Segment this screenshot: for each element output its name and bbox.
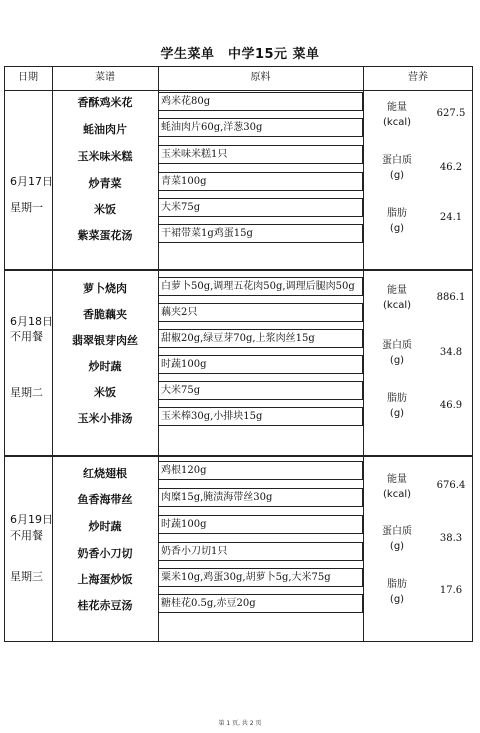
energy-value: 676.4 — [436, 480, 466, 491]
ingredient-cell: 时蔬100g — [158, 355, 363, 374]
nutrition-label-energy — [364, 472, 430, 502]
header-divider — [4, 90, 473, 91]
day-date: 6月19日 — [10, 513, 53, 526]
dish-name: 米饭 — [94, 203, 116, 216]
dish-name: 桂花赤豆汤 — [77, 599, 133, 612]
protein-unit: (g) — [389, 355, 405, 366]
ingredient-cell: 蚝油肉片60g,洋葱30g — [158, 118, 363, 137]
fat-label: 脂肪 — [387, 393, 407, 404]
nutrition-label-energy — [364, 100, 430, 130]
page-footer: 第 1 页, 共 2 页 — [218, 720, 262, 727]
dish-name: 蚝油肉片 — [83, 123, 127, 136]
dish-name: 鱼香海带丝 — [77, 493, 133, 506]
protein-value: 38.3 — [439, 533, 463, 544]
ingredient-cell: 大米75g — [158, 381, 363, 400]
protein-unit: (g) — [389, 541, 405, 552]
fat-unit: (g) — [389, 594, 405, 605]
header-date: 日期 — [18, 72, 38, 83]
protein-label: 蛋白质 — [382, 340, 412, 351]
fat-label: 脂肪 — [387, 579, 407, 590]
nutrition-label-fat — [364, 391, 430, 421]
dish-name: 玉米味米糕 — [77, 150, 133, 163]
ingredient-cell: 鸡米花80g — [158, 92, 363, 111]
dish-name: 萝卜烧肉 — [83, 282, 127, 295]
ingredient-cell: 大米75g — [158, 198, 363, 217]
energy-unit: (kcal) — [383, 489, 411, 500]
fat-label: 脂肪 — [387, 208, 407, 219]
energy-label: 能量 — [387, 102, 407, 113]
dish-name: 米饭 — [94, 386, 116, 399]
day-weekday: 星期一 — [10, 201, 43, 214]
fat-unit: (g) — [389, 223, 405, 234]
nutrition-label-protein — [364, 524, 430, 554]
ingredient-cell: 藕夹2只 — [158, 303, 363, 322]
energy-unit: (kcal) — [383, 300, 411, 311]
ingredient-cell: 肉糜15g,腌渍海带丝30g — [158, 488, 363, 507]
fat-value: 24.1 — [439, 212, 463, 223]
day-date: 6月18日 — [10, 315, 53, 328]
ingredient-cell: 玉米棒30g,小排块15g — [158, 407, 363, 426]
nutrition-label-energy — [364, 283, 430, 313]
dish-name: 炒时蔬 — [88, 520, 122, 533]
ingredient-cell: 奶香小刀切1只 — [158, 542, 363, 561]
dish-name: 香酥鸡米花 — [77, 96, 133, 109]
nutrition-label-protein — [364, 153, 430, 183]
header-dish: 菜谱 — [95, 72, 115, 83]
energy-unit: (kcal) — [383, 117, 411, 128]
protein-label: 蛋白质 — [382, 526, 412, 537]
energy-label: 能量 — [387, 285, 407, 296]
day-note: 不用餐 — [10, 529, 43, 542]
energy-value: 627.5 — [436, 108, 466, 119]
fat-value: 46.9 — [439, 400, 463, 411]
protein-label: 蛋白质 — [382, 155, 412, 166]
ingredient-cell: 粟米10g,鸡蛋30g,胡萝卜5g,大米75g — [158, 568, 363, 587]
ingredient-cell: 玉米味米糕1只 — [158, 145, 363, 164]
ingredient-cell: 糖桂花0.5g,赤豆20g — [158, 594, 363, 613]
day-date: 6月17日 — [10, 175, 53, 188]
dish-name: 炒青菜 — [88, 177, 122, 190]
energy-label: 能量 — [387, 474, 407, 485]
row-divider — [4, 456, 473, 457]
ingredient-cell: 时蔬100g — [158, 515, 363, 534]
day-weekday: 星期二 — [10, 386, 43, 399]
day-weekday: 星期三 — [10, 570, 43, 583]
dish-name: 玉米小排汤 — [77, 412, 133, 425]
dish-name: 香脆藕夹 — [83, 308, 127, 321]
header-ingredients: 原料 — [250, 72, 271, 83]
dish-name: 上海蛋炒饭 — [77, 573, 133, 586]
dish-name: 红烧翅根 — [83, 467, 127, 480]
ingredient-cell: 青菜100g — [158, 172, 363, 191]
fat-value: 17.6 — [439, 585, 463, 596]
dish-name: 奶香小刀切 — [77, 547, 133, 560]
dish-name: 紫菜蛋花汤 — [77, 229, 133, 242]
protein-value: 46.2 — [439, 162, 463, 173]
dish-name: 翡翠银芽肉丝 — [72, 334, 138, 347]
menu-title: 学生菜单 中学15元 菜单 — [160, 47, 320, 62]
ingredient-cell: 白萝卜50g,调理五花肉50g,调理后腿肉50g — [158, 277, 363, 296]
ingredient-cell: 干裙带菜1g鸡蛋15g — [158, 224, 363, 243]
day-note: 不用餐 — [10, 330, 43, 343]
protein-unit: (g) — [389, 170, 405, 181]
nutrition-label-protein — [364, 338, 430, 368]
fat-unit: (g) — [389, 408, 405, 419]
ingredient-cell: 甜椒20g,绿豆芽70g,上浆肉丝15g — [158, 329, 363, 348]
nutrition-label-fat — [364, 577, 430, 607]
dish-name: 炒时蔬 — [88, 360, 122, 373]
ingredient-cell: 鸡根120g — [158, 461, 363, 480]
row-divider — [4, 270, 473, 271]
protein-value: 34.8 — [439, 347, 463, 358]
energy-value: 886.1 — [436, 292, 466, 303]
header-nutrition: 营养 — [408, 72, 428, 83]
nutrition-label-fat — [364, 206, 430, 236]
